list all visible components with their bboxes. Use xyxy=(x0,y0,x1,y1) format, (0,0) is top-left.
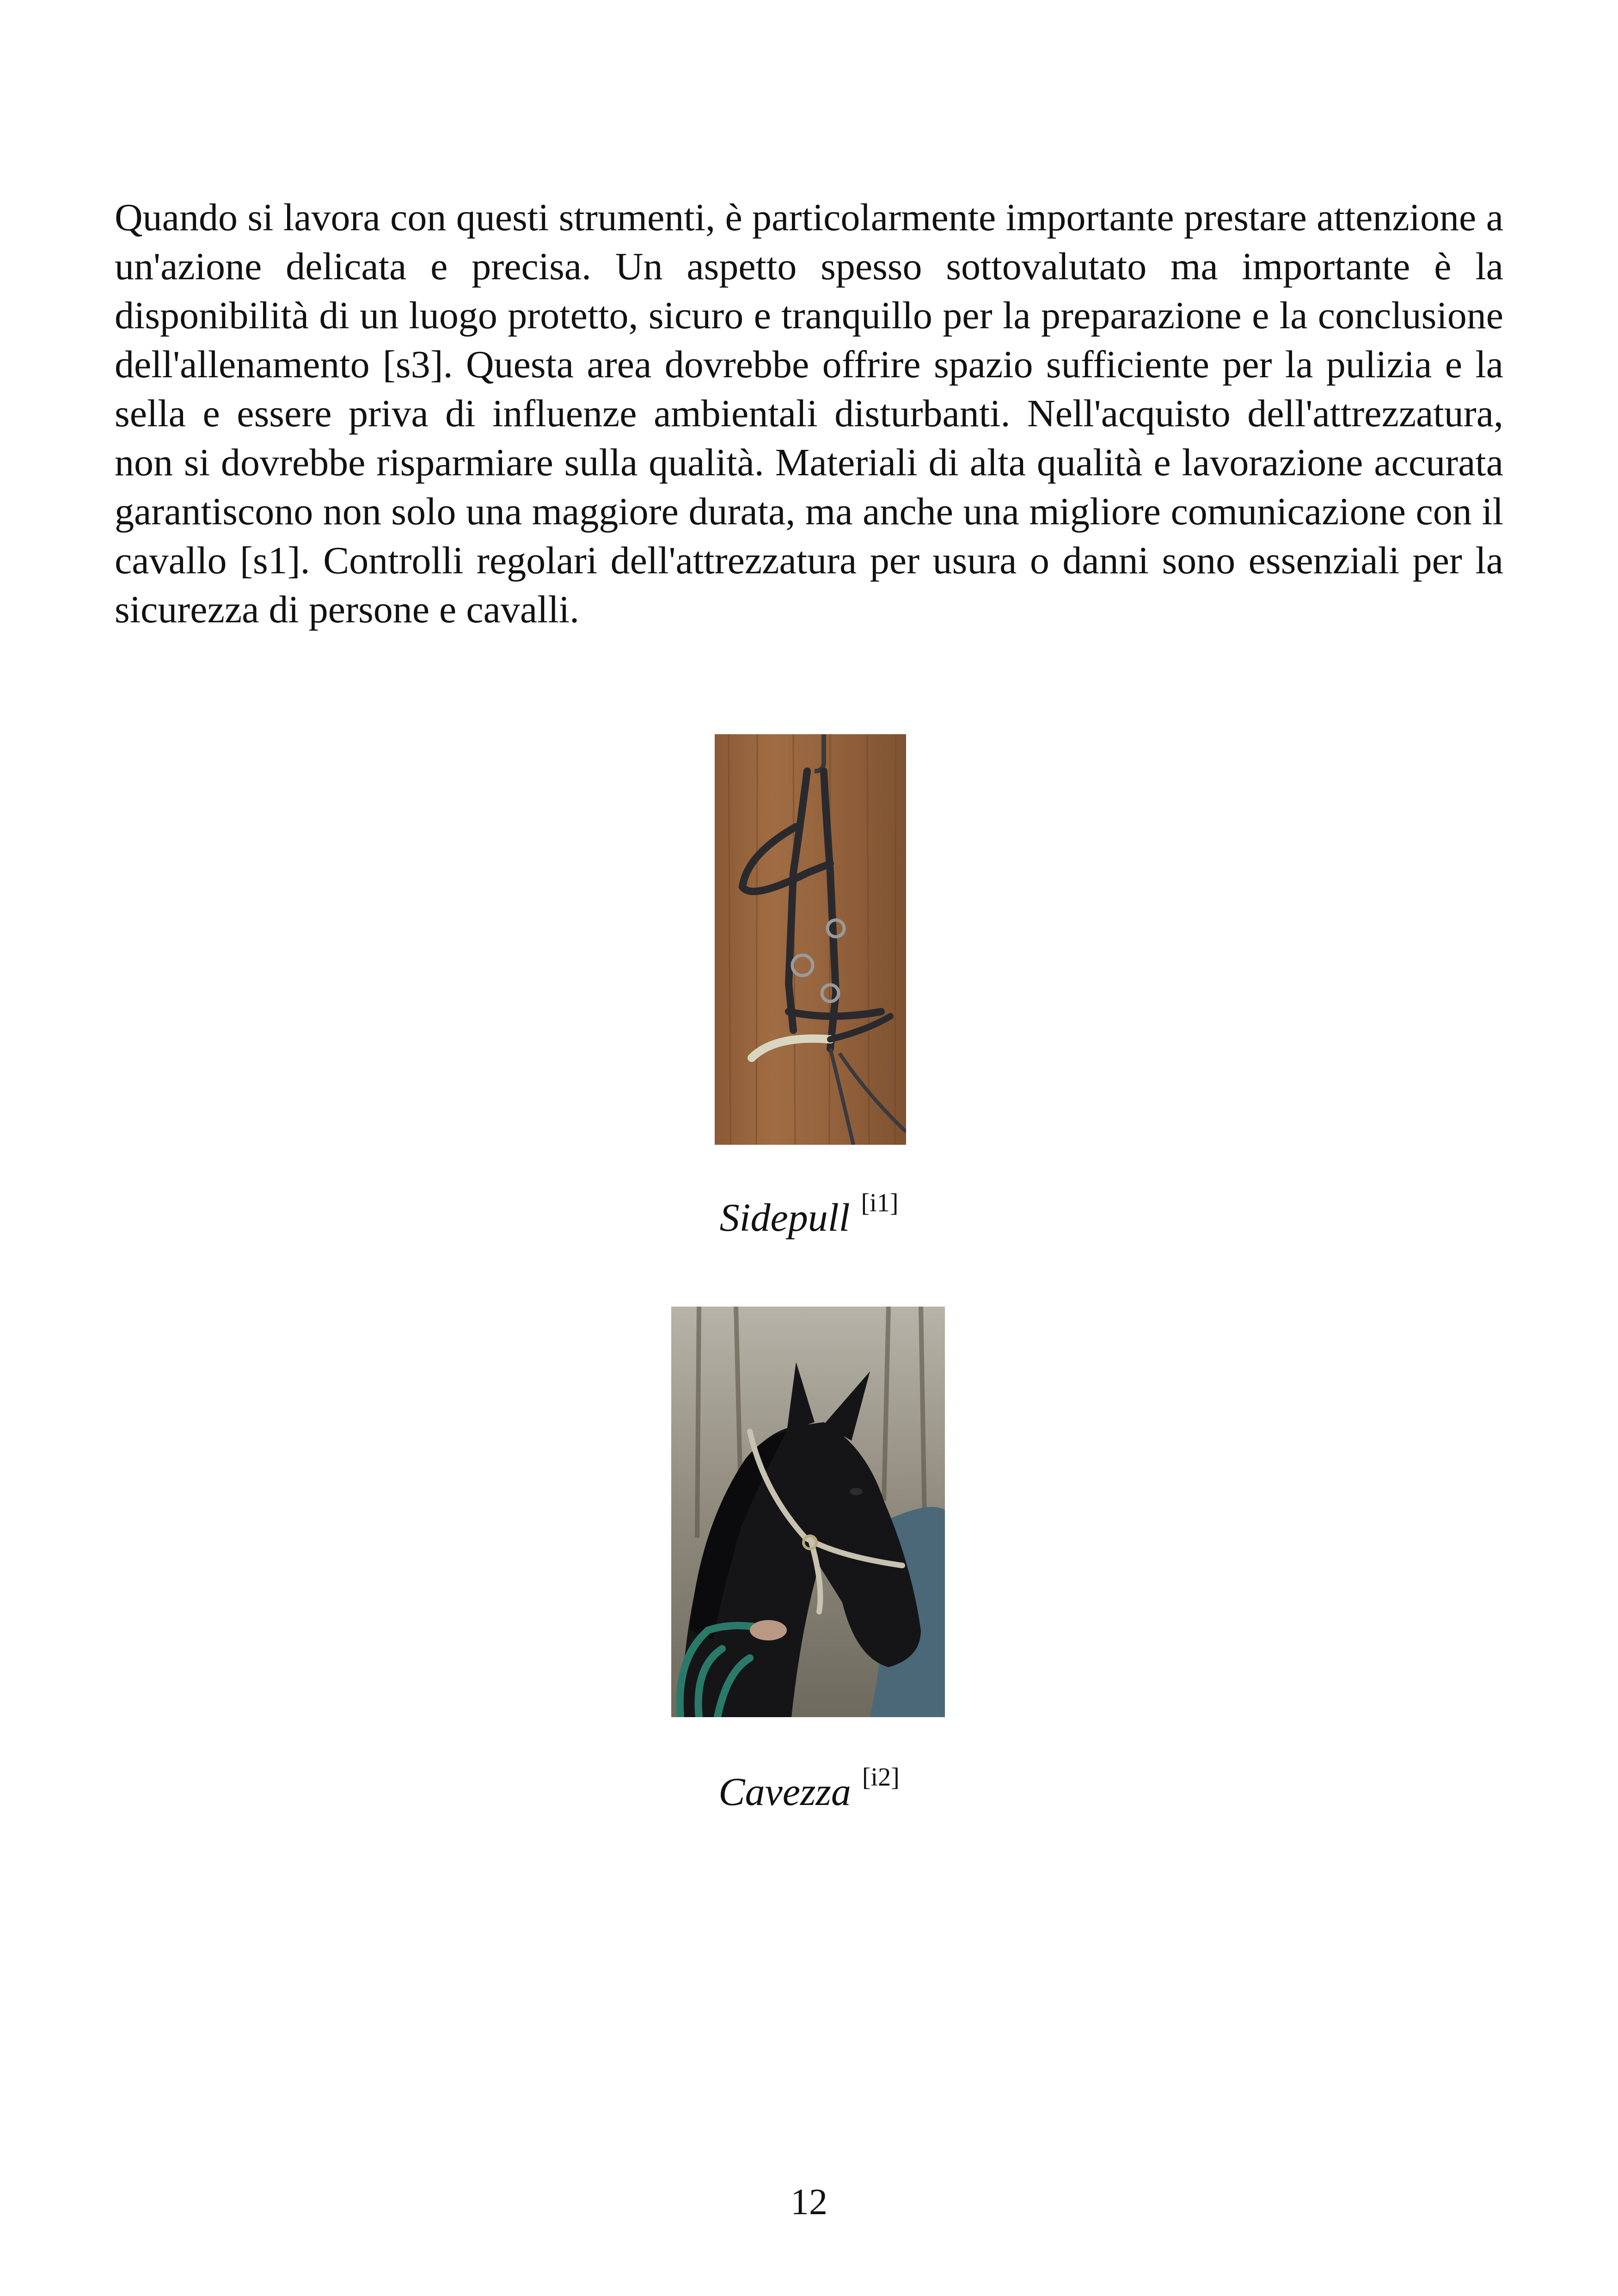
caption-text: Sidepull xyxy=(719,1195,850,1240)
sidepull-photo xyxy=(715,734,906,1145)
cavezza-photo xyxy=(671,1307,945,1717)
caption-reference: [i2] xyxy=(862,1763,900,1792)
figure-caption-sidepull xyxy=(0,1188,1618,1240)
caption-reference: [i1] xyxy=(861,1189,899,1217)
caption-text: Cavezza xyxy=(718,1769,851,1814)
body-paragraph: Quando si lavora con questi strumenti, è particolarmente importante prestare attenzione a un'azione delicata e precisa. Un aspetto spesso sottovalutato ma importante è la disponibilità di un luogo protetto, sicuro e tranquillo per la preparazione e la conclusione dell'allenamento [s3]. Questa area dovrebbe offrire spazio sufficiente per la pulizia e la sella e essere priva di influenze ambientali disturbanti. Nell'acquisto dell'attrezzatura, non si dovrebbe risparmiare sulla qualità. Materiali di alta qualità e lavorazione accurata garantiscono non solo una maggiore durata, ma anche una migliore comunicazione con il cavallo [s1]. Controlli regolari dell'attrezzatura per usura o danni sono essenziali per la sicurezza di persone e cavalli. xyxy=(115,196,1503,631)
figure-caption-cavezza xyxy=(0,1762,1618,1815)
page-number: 12 xyxy=(791,2182,827,2222)
